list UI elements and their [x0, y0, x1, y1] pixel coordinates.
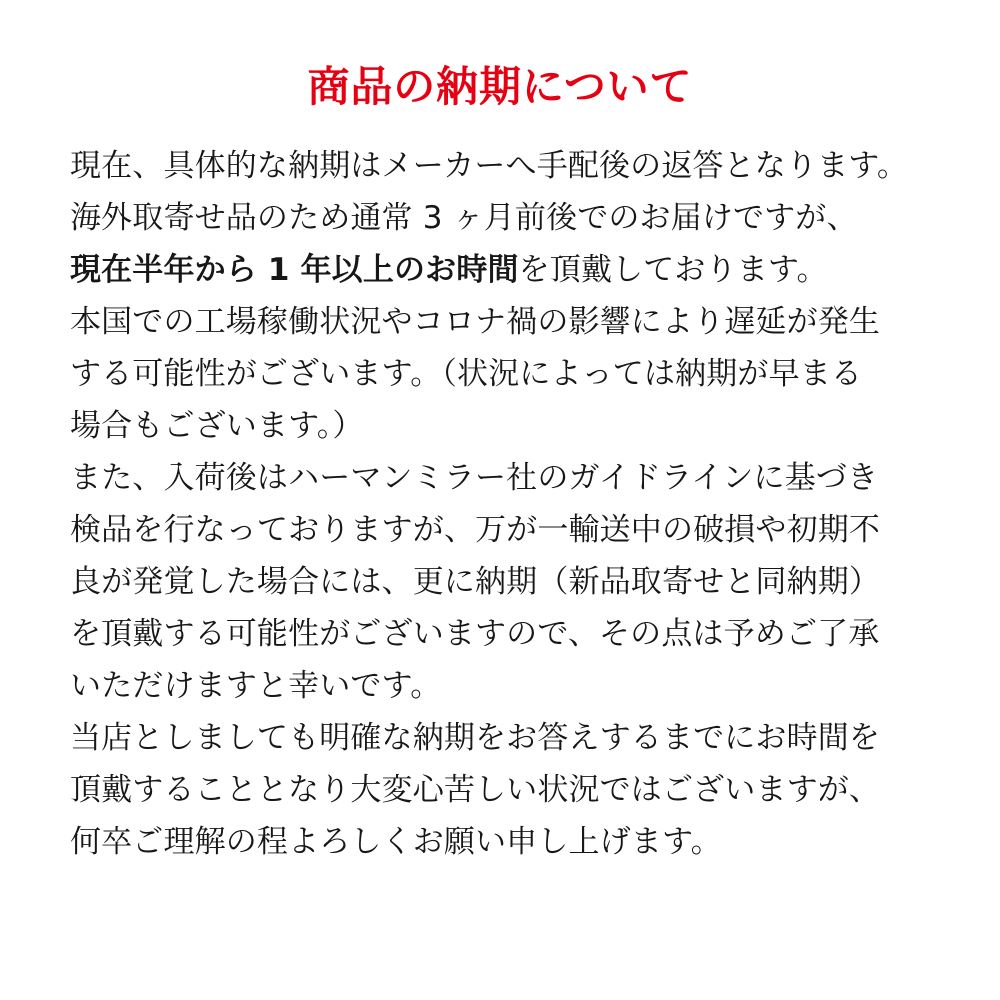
notice-line-9: 良が発覚した場合には、更に納期（新品取寄せと同納期）	[70, 564, 881, 601]
notice-line-13: 頂戴することとなり大変心苦しい状況ではございますが、	[70, 772, 881, 809]
notice-line-1: 現在、具体的な納期はメーカーへ手配後の返答となります。	[70, 148, 909, 185]
notice-line-3-emphasis: 現在半年から 1 年以上のお時間	[70, 252, 519, 289]
page-title: 商品の納期について	[307, 62, 693, 111]
notice-line-6: 場合もございます。）	[70, 408, 364, 445]
notice-line-10: を頂戴する可能性がございますので、その点は予めご了承	[70, 616, 880, 653]
notice-line-5: する可能性がございます。（状況によっては納期が早まる	[70, 356, 863, 393]
notice-body	[70, 140, 930, 868]
notice-line-8: 検品を行なっておりますが、万が一輸送中の破損や初期不	[70, 512, 881, 549]
notice-line-3	[70, 244, 930, 296]
notice-line-11: いただけますと幸いです。	[70, 668, 442, 705]
notice-line-4: 本国での工場稼働状況やコロナ禍の影響により遅延が発生	[70, 304, 881, 341]
notice-line-3-rest: を頂戴しております。	[518, 252, 828, 289]
notice-line-7: また、入荷後はハーマンミラー社のガイドラインに基づき	[70, 460, 879, 497]
notice-line-14: 何卒ご理解の程よろしくお願い申し上げます。	[70, 824, 722, 861]
notice-line-2: 海外取寄せ品のため通常 3 ヶ月前後でのお届けですが、	[70, 200, 858, 237]
notice-line-12: 当店としましても明確な納期をお答えするまでにお時間を	[70, 720, 881, 757]
